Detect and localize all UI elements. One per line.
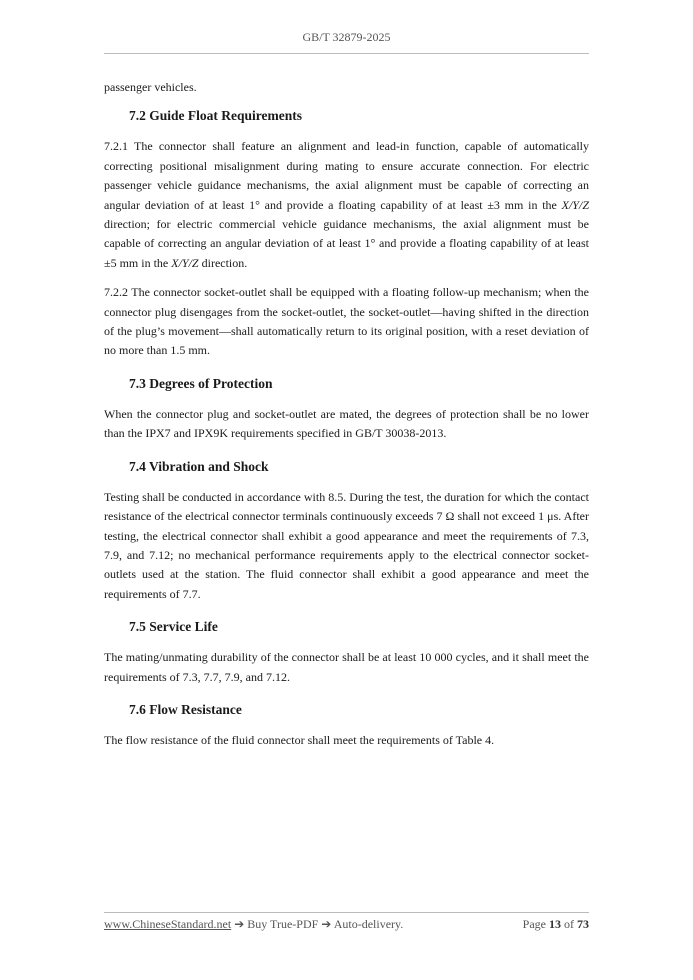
arrow-right-icon: ➔	[321, 917, 332, 931]
current-page: 13	[549, 917, 561, 931]
delivery-text: Auto-delivery.	[333, 917, 404, 931]
paragraph-7-2-2: 7.2.2 The connector socket-outlet shall be equipped with a floating follow-up mechanism; when the connector plug disengages from the socket-outlet, the socket-outlet—having shifted in the direction of the plug’s movement—shall automatically return to its original position, with a reset deviation of no more than 1.5 mm.	[104, 285, 589, 358]
paragraph-7-2-1: 7.2.1 The connector shall feature an alignment and lead-in function, capable of automatically correcting positional misalignment during mating to ensure accurate connection. For electric passenger vehicle guidance mechanisms, the axial alignment must be capable of correcting an angular deviation of at least 1° and provide a floating capability of at least ±3 mm in the X/Y/Z direction; for electric commercial vehicle guidance mechanisms, the axial alignment must be capable of correcting an angular deviation of at least 1° and provide a floating capability of at least ±5 mm in the X/Y/Z direction.	[104, 139, 589, 270]
section-heading-7-6: 7.6 Flow Resistance	[129, 701, 242, 717]
of-label: of	[564, 917, 574, 931]
section-heading-7-3: 7.3 Degrees of Protection	[129, 375, 273, 391]
section-heading-7-5: 7.5 Service Life	[129, 619, 218, 635]
section-heading-7-4: 7.4 Vibration and Shock	[129, 458, 269, 474]
paragraph-7-4: Testing shall be conducted in accordance with 8.5. During the test, the duration for which the contact resistance of the electrical connector terminals continuously exceeds 7 Ω shall not exceed 1 μs. After testing, the electrical connector shall exhibit a good appearance and meet the requirements of 7.3, 7.9, and 7.12; no mechanical performance requirements apply to the electrical connector socket-outlets used at the station. The fluid connector shall exhibit a good appearance and meet the requirements of 7.7.	[104, 489, 590, 601]
page-header	[104, 30, 589, 45]
paragraph-7-6: The flow resistance of the fluid connector shall meet the requirements of Table 4.	[104, 732, 495, 747]
buy-text: Buy True-PDF	[247, 917, 319, 931]
document-body	[104, 78, 589, 760]
arrow-right-icon: ➔	[234, 917, 245, 931]
page-number	[523, 917, 589, 932]
footer-divider	[104, 912, 589, 913]
paragraph-7-5: The mating/unmating durability of the connector shall be at least 10 000 cycles, and it shall meet the requirements of 7.3, 7.7, 7.9, and 7.12.	[104, 650, 589, 684]
page-footer	[104, 917, 589, 932]
total-pages: 73	[577, 917, 589, 931]
website-link[interactable]: www.ChineseStandard.net	[104, 917, 232, 931]
document-id: GB/T 32879-2025	[302, 30, 391, 44]
continued-text: passenger vehicles.	[104, 80, 197, 94]
header-divider	[104, 53, 589, 54]
section-heading-7-2: 7.2 Guide Float Requirements	[129, 108, 302, 124]
footer-left	[104, 917, 403, 932]
page-label: Page	[522, 917, 546, 931]
paragraph-7-3: When the connector plug and socket-outlet are mated, the degrees of protection shall be no lower than the IPX7 and IPX9K requirements specified in GB/T 30038-2013.	[104, 406, 589, 441]
